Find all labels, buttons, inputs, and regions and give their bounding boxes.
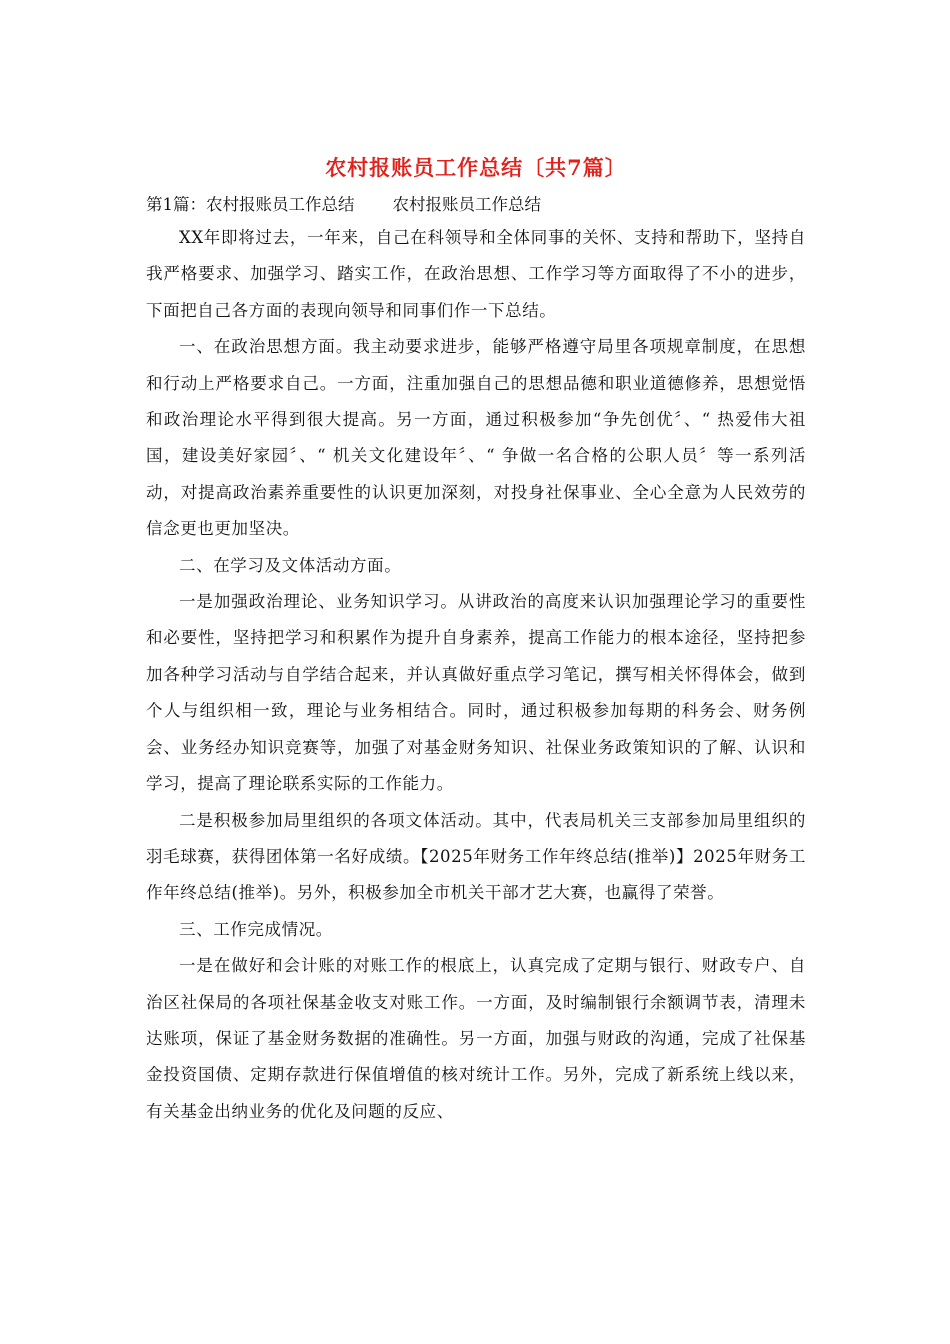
chapter-subtitle: 农村报账员工作总结 [392, 195, 541, 214]
paragraph-intro: XX年即将过去，一年来，自己在科领导和全体同事的关怀、支持和帮助下，坚持自我严格要求、加强学习、踏实工作，在政治思想、工作学习等方面取得了不小的进步，下面把自己各方面的表现向领导和同事们作一下总结。 [146, 228, 806, 320]
paragraph-political: 一、在政治思想方面。我主动要求进步，能够严格遵守局里各项规章制度，在思想和行动上严格要求自己。一方面，注重加强自己的思想品德和职业道德修养，思想觉悟和政治理论水平得到很大提高。另一方面，通过积极参加“争先创优〞、“ 热爱伟大祖国，建设美好家园〞、“ 机关文化建设年〞、“ 争做一名合格的公职人员〞等一系列活动，对提高政治素养重要性的认识更加深刻，对投身社保事业、全心全意为人民效劳的信念更也更加坚决。 [146, 337, 806, 539]
document-title: 农村报账员工作总结〔共7篇〕 [325, 155, 627, 180]
paragraph-work-heading: 三、工作完成情况。 [179, 919, 333, 939]
paragraph-work-reconciliation: 一是在做好和会计账的对账工作的根底上，认真完成了定期与银行、财政专户、自治区社保局的各项社保基金收支对账工作。一方面，及时编制银行余额调节表，清理未达账项，保证了基金财务数据的准确性。另一方面，加强与财政的沟通，完成了社保基金投资国债、定期存款进行保值增值的核对统计工作。另外，完成了新系统上线以来，有关基金出纳业务的优化及问题的反应、 [146, 956, 806, 1121]
document-page [146, 150, 806, 1130]
paragraph-study-heading: 二、在学习及文体活动方面。 [179, 555, 402, 575]
chapter-heading [146, 190, 806, 220]
chapter-label: 第1篇：农村报账员工作总结 [146, 195, 355, 214]
paragraph-study-theory: 一是加强政治理论、业务知识学习。从讲政治的高度来认识加强理论学习的重要性和必要性，坚持把学习和积累作为提升自身素养，提高工作能力的根本途径，坚持把参加各种学习活动与自学结合起来，并认真做好重点学习笔记，撰写相关怀得体会，做到个人与组织相一致，理论与业务相结合。同时，通过积极参加每期的科务会、财务例会、业务经办知识竞赛等，加强了对基金财务知识、社保业务政策知识的了解、认识和学习，提高了理论联系实际的工作能力。 [146, 592, 806, 794]
paragraph-activities: 二是积极参加局里组织的各项文体活动。其中，代表局机关三支部参加局里组织的羽毛球赛，获得团体第一名好成绩。【2025年财务工作年终总结(推举)】2025年财务工作年终总结(推举)。另外，积极参加全市机关干部才艺大赛，也赢得了荣誉。 [146, 810, 806, 903]
